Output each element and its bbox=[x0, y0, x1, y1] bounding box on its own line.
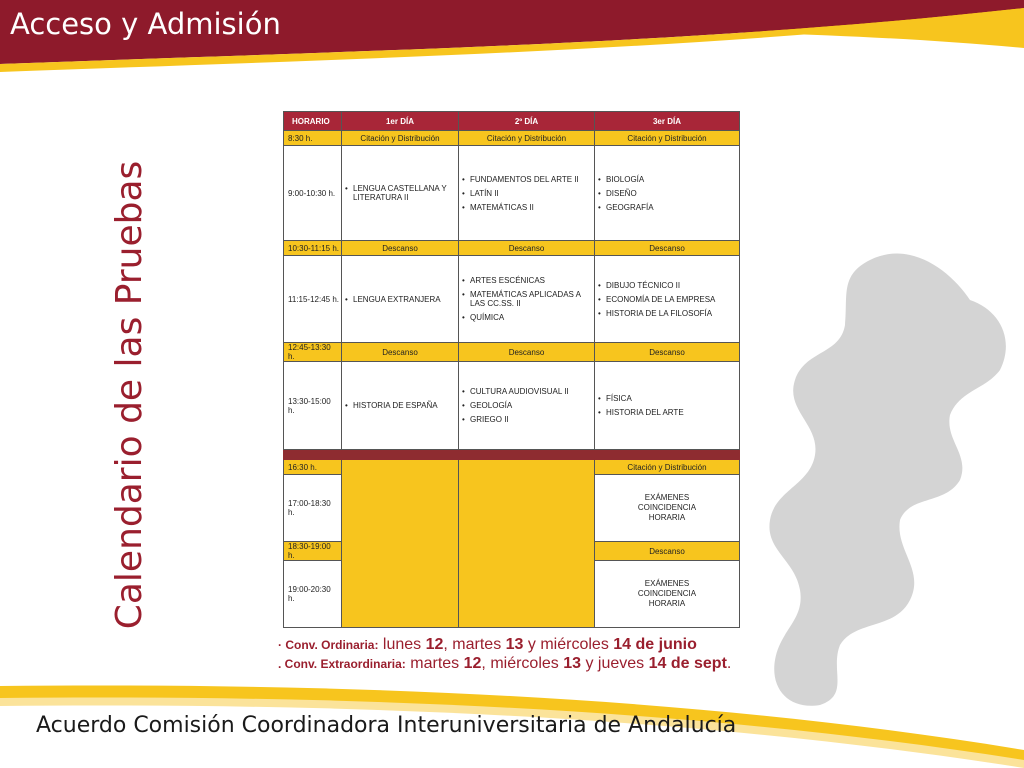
separator-cell bbox=[459, 450, 595, 460]
exam-cell bbox=[595, 362, 740, 450]
subject-list bbox=[344, 401, 456, 410]
citacion-cell: Citación y Distribución bbox=[342, 131, 459, 146]
conv-text: y miércoles bbox=[527, 636, 609, 653]
coincidencia-text: EXÁMENES COINCIDENCIA HORARIA bbox=[637, 579, 697, 608]
citacion-cell: Citación y Distribución bbox=[459, 131, 595, 146]
time-cell: 10:30-11:15 h. bbox=[284, 241, 342, 256]
footer-text: Acuerdo Comisión Coordinadora Interuniversitaria de Andalucía bbox=[36, 713, 737, 738]
exam-cell bbox=[342, 362, 459, 450]
descanso-cell: Descanso bbox=[595, 241, 740, 256]
subject-item: • FÍSICA bbox=[597, 394, 737, 403]
conv-text: y jueves bbox=[585, 655, 645, 672]
exam-cell bbox=[342, 146, 459, 241]
time-cell: 13:30-15:00 h. bbox=[284, 362, 342, 450]
subject-item: • BIOLOGÍA bbox=[597, 175, 737, 184]
subject-item: • GEOGRAFÍA bbox=[597, 203, 737, 212]
conv-ordinaria bbox=[278, 636, 697, 654]
subject-list bbox=[597, 175, 737, 212]
exam-cell bbox=[342, 256, 459, 343]
header-day2: 2º DÍA bbox=[459, 112, 595, 131]
exam-cell bbox=[459, 256, 595, 343]
header-title: Acceso y Admisión bbox=[10, 7, 281, 41]
time-cell: 11:15-12:45 h. bbox=[284, 256, 342, 343]
subject-list bbox=[597, 394, 737, 417]
conv-date: 12 bbox=[463, 655, 482, 672]
coincidencia-cell bbox=[595, 475, 740, 542]
descanso-cell: Descanso bbox=[459, 343, 595, 362]
conv-date: 13 bbox=[563, 655, 582, 672]
time-cell: 16:30 h. bbox=[284, 460, 342, 475]
conv-text: , martes bbox=[443, 636, 502, 653]
exam-cell bbox=[459, 146, 595, 241]
exam-schedule-table bbox=[283, 111, 740, 628]
subject-list bbox=[597, 281, 737, 318]
subject-item: • DISEÑO bbox=[597, 189, 737, 198]
descanso-cell: Descanso bbox=[459, 241, 595, 256]
subject-item: • DIBUJO TÉCNICO II bbox=[597, 281, 737, 290]
citacion-cell: Citación y Distribución bbox=[595, 131, 740, 146]
subject-list bbox=[461, 175, 592, 212]
time-cell: 9:00-10:30 h. bbox=[284, 146, 342, 241]
time-cell: 19:00-20:30 h. bbox=[284, 561, 342, 628]
conv-date: 13 bbox=[505, 636, 524, 653]
table-row bbox=[284, 362, 740, 450]
table-row bbox=[284, 460, 740, 475]
conv-extraordinaria-label: . Conv. Extraordinaria: bbox=[278, 657, 406, 671]
subject-item: • LENGUA CASTELLANA Y LITERATURA II bbox=[344, 184, 456, 202]
conv-extraordinaria bbox=[278, 655, 731, 673]
subject-item: • HISTORIA DE ESPAÑA bbox=[344, 401, 456, 410]
vertical-title: Calendario de las Pruebas bbox=[109, 160, 150, 630]
subject-item: • LENGUA EXTRANJERA bbox=[344, 295, 456, 304]
subject-item: • GRIEGO II bbox=[461, 415, 592, 424]
table-header-row bbox=[284, 112, 740, 131]
separator-cell bbox=[342, 450, 459, 460]
subject-item: • QUÍMICA bbox=[461, 313, 592, 322]
andalucia-map-watermark bbox=[760, 240, 1024, 710]
time-cell: 17:00-18:30 h. bbox=[284, 475, 342, 542]
descanso-cell: Descanso bbox=[595, 343, 740, 362]
table-row bbox=[284, 241, 740, 256]
conv-text: lunes bbox=[382, 636, 422, 653]
conv-text: . bbox=[726, 655, 732, 672]
table-row bbox=[284, 343, 740, 362]
subject-list bbox=[344, 184, 456, 202]
subject-list bbox=[344, 295, 456, 304]
conv-date: 12 bbox=[425, 636, 444, 653]
subject-item: • MATEMÁTICAS APLICADAS A LAS CC.SS. II bbox=[461, 290, 592, 308]
conv-ordinaria-label: · Conv. Ordinaria: bbox=[278, 638, 379, 652]
header-horario: HORARIO bbox=[284, 112, 342, 131]
conv-date: 14 de sept bbox=[648, 655, 727, 672]
header-day3: 3er DÍA bbox=[595, 112, 740, 131]
time-cell: 8:30 h. bbox=[284, 131, 342, 146]
header-day1: 1er DÍA bbox=[342, 112, 459, 131]
descanso-cell: Descanso bbox=[595, 542, 740, 561]
descanso-cell: Descanso bbox=[342, 343, 459, 362]
table-row bbox=[284, 256, 740, 343]
exam-cell bbox=[595, 256, 740, 343]
coincidencia-text: EXÁMENES COINCIDENCIA HORARIA bbox=[637, 493, 697, 522]
conv-text: , miércoles bbox=[481, 655, 559, 672]
crossed-cell bbox=[342, 460, 459, 628]
table-row bbox=[284, 146, 740, 241]
subject-item: • CULTURA AUDIOVISUAL II bbox=[461, 387, 592, 396]
coincidencia-cell bbox=[595, 561, 740, 628]
subject-list bbox=[461, 387, 592, 424]
subject-item: • HISTORIA DE LA FILOSOFÍA bbox=[597, 309, 737, 318]
subject-item: • ARTES ESCÉNICAS bbox=[461, 276, 592, 285]
subject-item: • LATÍN II bbox=[461, 189, 592, 198]
time-cell: 12:45-13:30 h. bbox=[284, 343, 342, 362]
separator-cell bbox=[595, 450, 740, 460]
conv-text: martes bbox=[410, 655, 460, 672]
time-cell: 18:30-19:00 h. bbox=[284, 542, 342, 561]
citacion-cell: Citación y Distribución bbox=[595, 460, 740, 475]
exam-cell bbox=[595, 146, 740, 241]
separator-cell bbox=[284, 450, 342, 460]
subject-item: • GEOLOGÍA bbox=[461, 401, 592, 410]
crossed-cell bbox=[459, 460, 595, 628]
subject-item: • MATEMÁTICAS II bbox=[461, 203, 592, 212]
conv-date: 14 de junio bbox=[613, 636, 697, 653]
exam-cell bbox=[459, 362, 595, 450]
subject-item: • FUNDAMENTOS DEL ARTE II bbox=[461, 175, 592, 184]
subject-item: • HISTORIA DEL ARTE bbox=[597, 408, 737, 417]
table-row bbox=[284, 131, 740, 146]
subject-item: • ECONOMÍA DE LA EMPRESA bbox=[597, 295, 737, 304]
descanso-cell: Descanso bbox=[342, 241, 459, 256]
subject-list bbox=[461, 276, 592, 322]
separator-row bbox=[284, 450, 740, 460]
